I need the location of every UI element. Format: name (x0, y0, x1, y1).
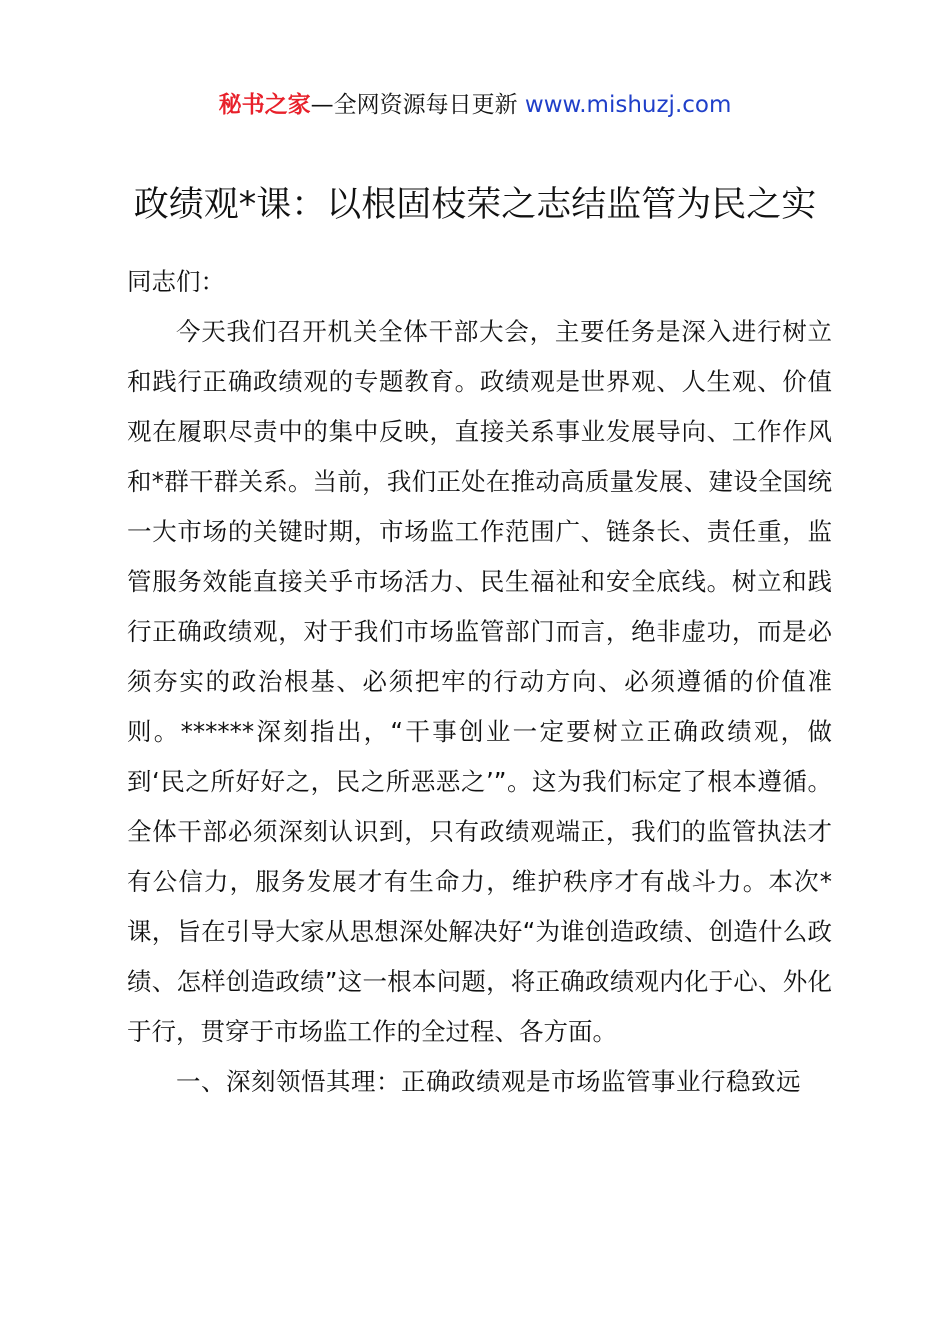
document-body (127, 257, 832, 1107)
section-heading: 一、深刻领悟其理：正确政绩观是市场监管事业行稳致远 (176, 1067, 801, 1096)
header-tagline: —全网资源每日更新 (310, 92, 525, 118)
greeting: 同志们： (127, 267, 225, 296)
site-url-link[interactable]: www.mishuzj.com (524, 92, 732, 118)
brand-name: 秘书之家 (218, 92, 311, 118)
document-title: 政绩观*课：以根固枝荣之志结监管为民之实 (133, 185, 817, 225)
site-header (0, 88, 950, 122)
body-paragraph: 今天我们召开机关全体干部大会，主要任务是深入进行树立和践行正确政绩观的专题教育。政绩观是世界观、人生观、价值观在履职尽责中的集中反映，直接关系事业发展导向、工作作风和*群干群关系。当前，我们正处在推动高质量发展、建设全国统一大市场的关键时期，市场监工作范围广、链条长、责任重，监管服务效能直接关乎市场活力、民生福祉和安全底线。树立和践行正确政绩观，对于我们市场监管部门而言，绝非虚功，而是必须夯实的政治根基、必须把牢的行动方向、必须遵循的价值准则。******深刻指出，“干事创业一定要树立正确政绩观，做到‘民之所好好之，民之所恶恶之’”。这为我们标定了根本遵循。全体干部必须深刻认识到，只有政绩观端正，我们的监管执法才有公信力，服务发展才有生命力，维护秩序才有战斗力。本次*课，旨在引导大家从思想深处解决好“为谁创造政绩、创造什么政绩、怎样创造政绩”这一根本问题，将正确政绩观内化于心、外化于行，贯穿于市场监工作的全过程、各方面。 (127, 317, 832, 1046)
